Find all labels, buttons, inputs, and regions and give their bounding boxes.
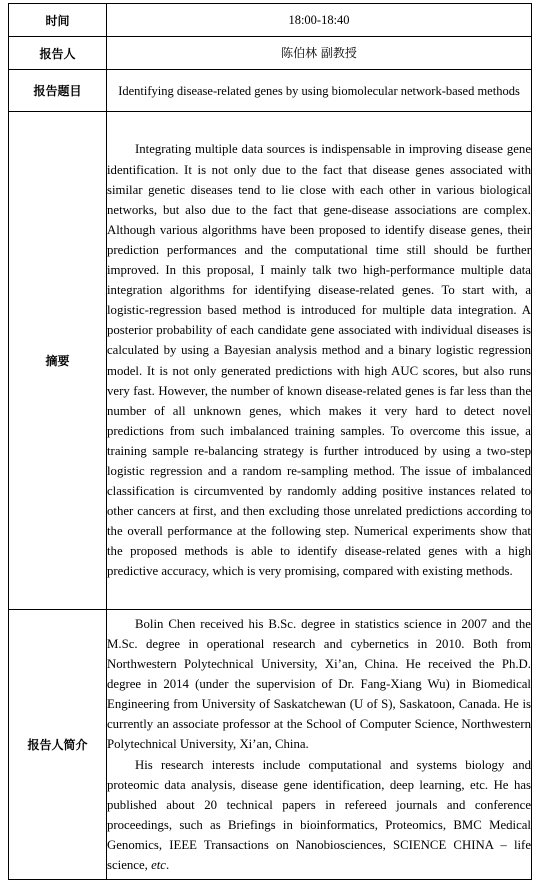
abstract-cell [107,112,532,610]
bio-label: 报告人简介 [9,610,107,880]
bio-paragraph-2-italic: etc [151,858,166,873]
title-row [9,70,532,112]
speaker-value: 陈伯林 副教授 [107,37,532,70]
bio-cell [107,610,532,880]
report-info-table [8,3,532,880]
time-value: 18:00-18:40 [107,4,532,37]
title-label: 报告题目 [9,70,107,112]
abstract-label: 摘要 [9,112,107,610]
speaker-row [9,37,532,70]
bio-paragraph-2 [107,755,531,876]
abstract-paragraph: Integrating multiple data sources is indispensable in improving disease gene identification. It is not only due to the fact that disease genes associated with similar genetic diseases tend to lie close with each other in various biological networks, but also due to the fact that gene-disease associations are complex. Although various algorithms have been proposed to identify disease genes, their prediction performances and the computational time still should be further improved. In this proposal, I mainly talk two high-performance multiple data integration algorithms for identifying disease-related genes. To start with, a logistic-regression based method is introduced for multiple data integration. A posterior probability of each candidate gene associated with individual diseases is calculated by using a Bayesian analysis method and a binary logistic regression model. It is not only generated predictions with high AUC scores, but also runs very fast. However, the number of known disease-related genes is far less than the number of all unknown genes, which makes it very hard to detect novel predictions from such imbalanced training samples. To overcome this issue, a training sample re-balancing strategy is further introduced by using a two-step logistic regression and a random re-sampling method. The issue of imbalanced classification is circumvented by randomly adding positive instances related to other cancers at first, and then excluding those unrelated predictions according to the overall performance at the following step. Numerical experiments show that the proposed methods is able to identify disease-related genes with a high predictive accuracy, which is very promising, compared with existing methods. [107,142,531,579]
time-label: 时间 [9,4,107,37]
bio-row [9,610,532,880]
speaker-label: 报告人 [9,37,107,70]
bio-paragraph-1: Bolin Chen received his B.Sc. degree in statistics science in 2007 and the M.Sc. degree in operational research and cybernetics in 2010. Both from Northwestern Polytechnical University, Xi’an, China. He received the Ph.D. degree in 2014 (under the supervision of Dr. Fang-Xiang Wu) in Biomedical Engineering from University of Saskatchewan (U of S), Saskatoon, Canada. He is currently an associate professor at the School of Computer Science, Northwestern Polytechnical University, Xi’an, China. [107,616,531,752]
bio-paragraph-2-end: . [165,858,170,873]
time-row [9,4,532,37]
bio-paragraph-2-main: His research interests include computational and systems biology and proteomic data analysis, disease gene identification, deep learning, etc. He has published about 20 technical papers in refereed journals and conference proceedings, such as Briefings in bioinformatics, Proteomics, BMC Medical Genomics, IEEE Transactions on Nanobiosciences, SCIENCE CHINA – life science, [107,757,531,873]
abstract-row [9,112,532,610]
title-value: Identifying disease-related genes by using biomolecular network-based methods [107,70,532,112]
